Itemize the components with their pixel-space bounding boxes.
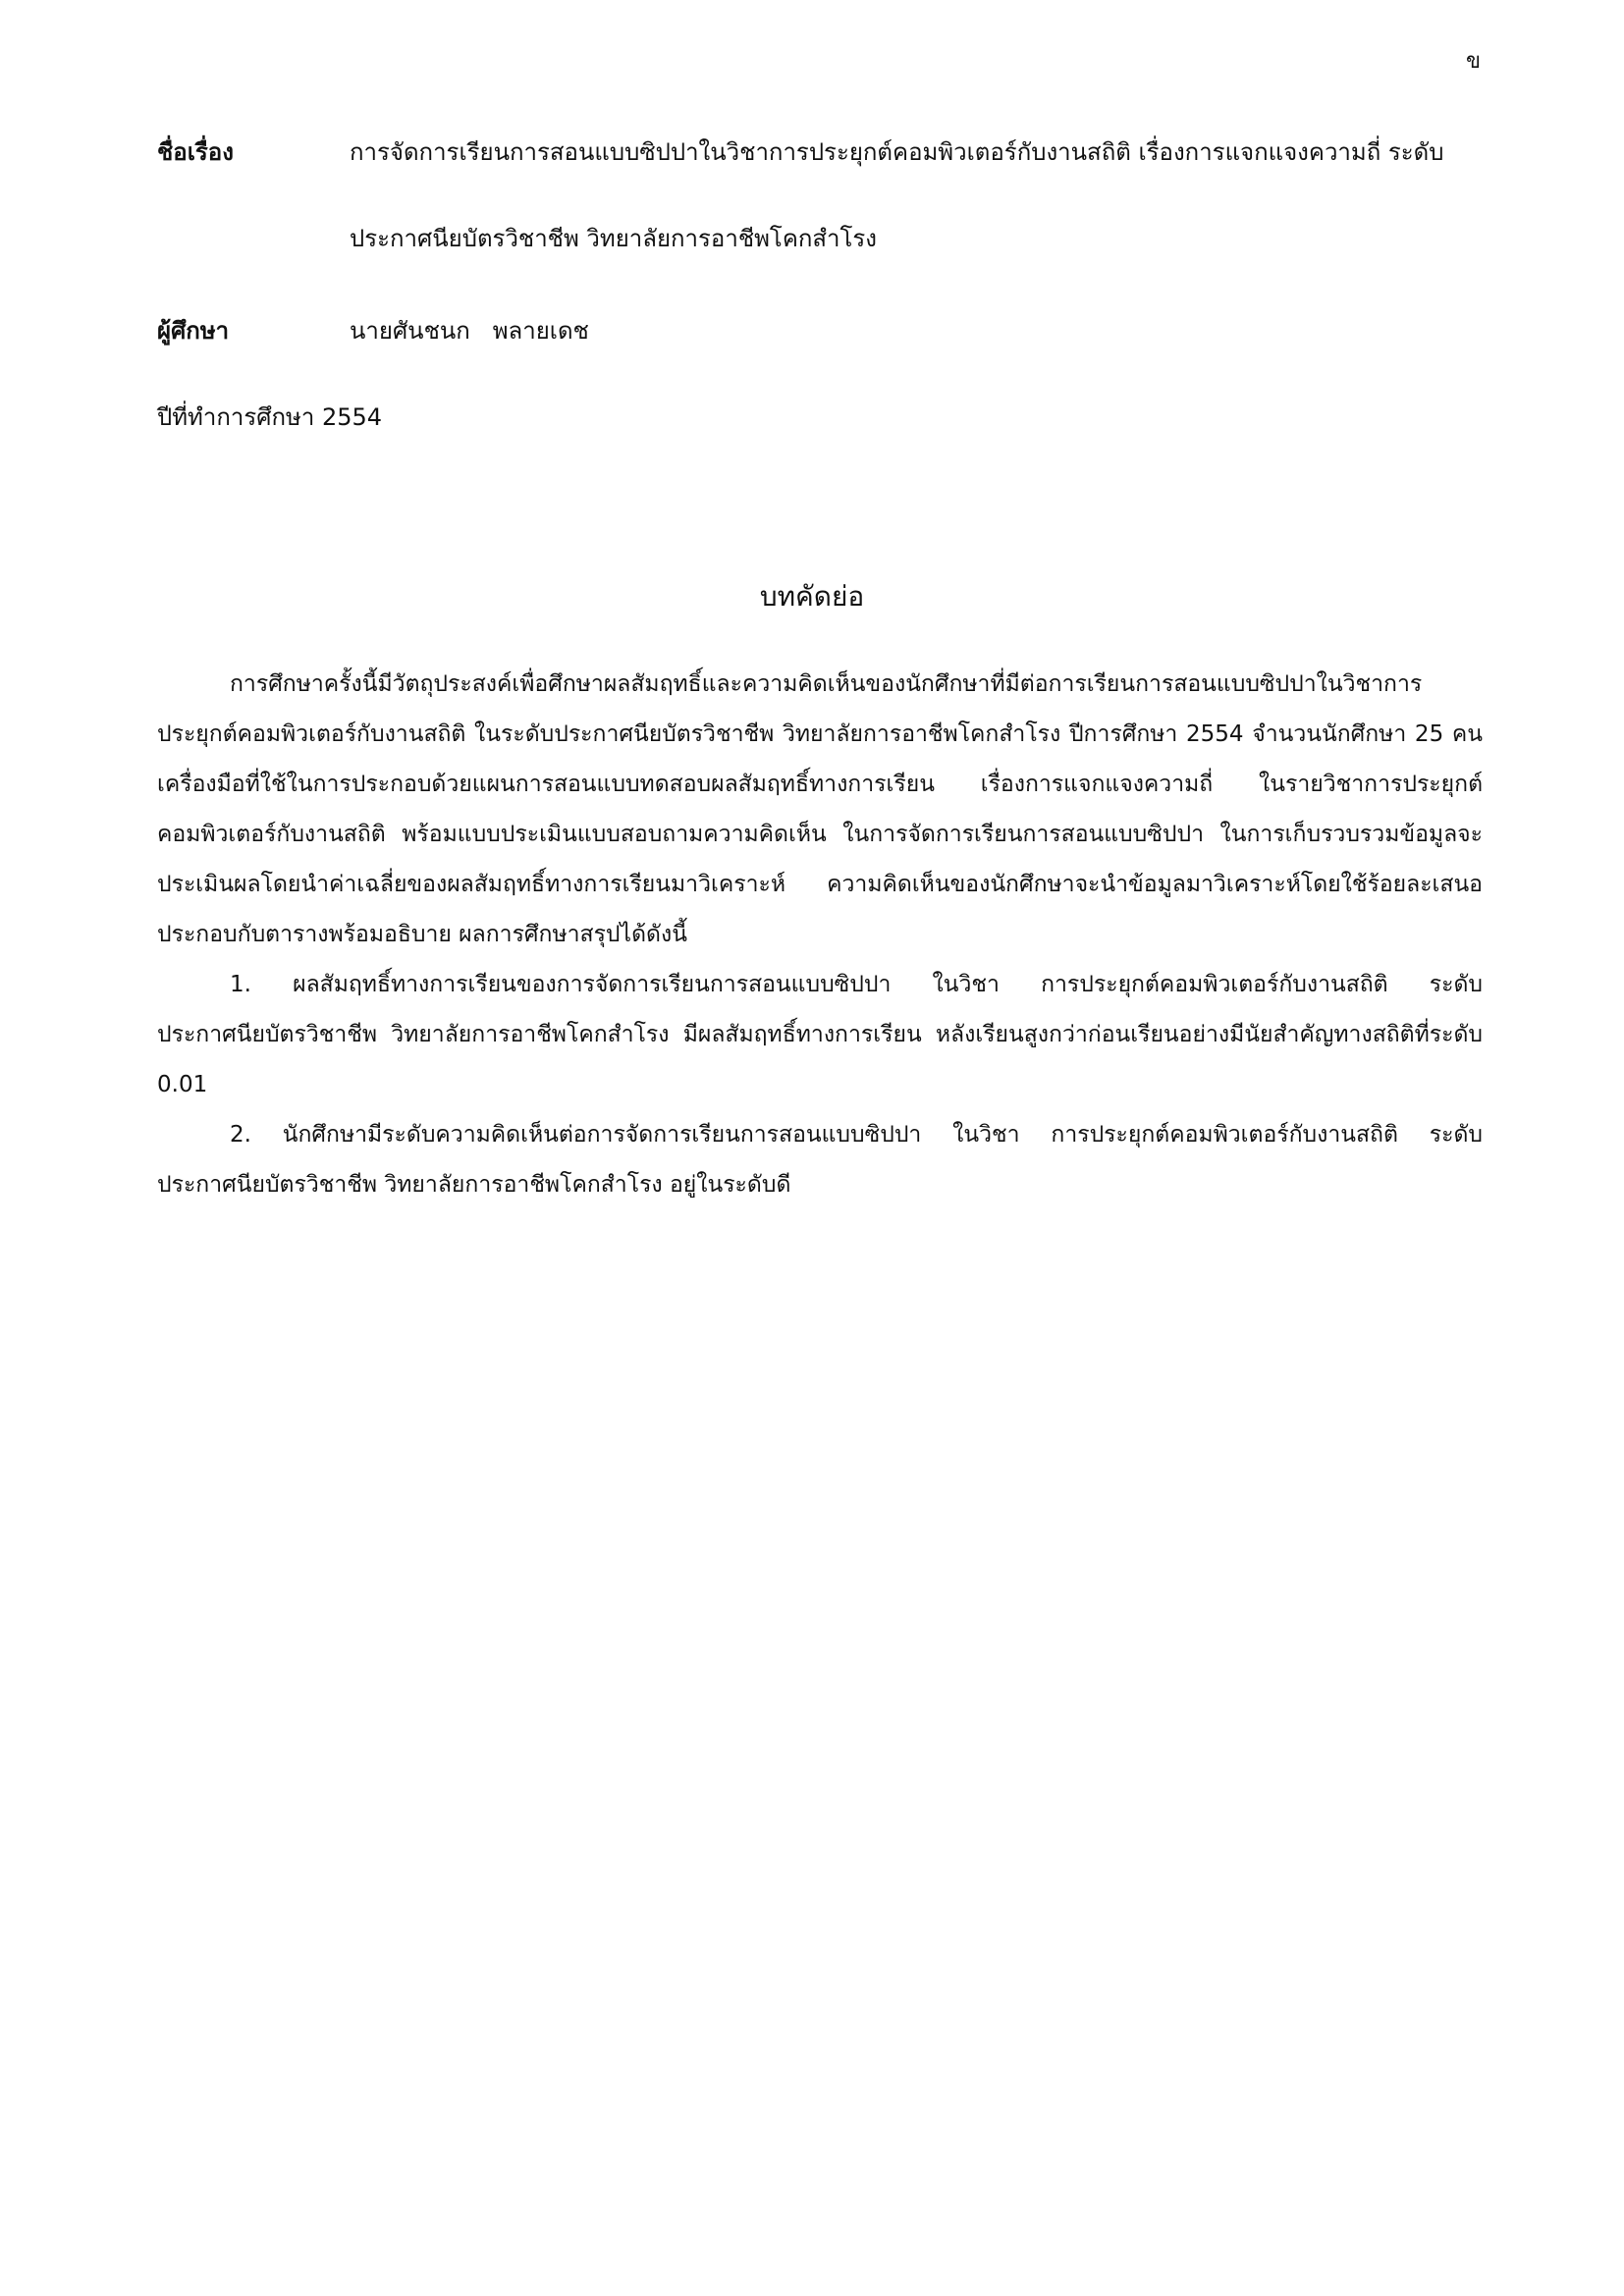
author-label: ผู้ศึกษา xyxy=(157,317,230,345)
page-number: ข xyxy=(1465,49,1481,74)
abstract-body xyxy=(157,660,1483,1210)
abstract-paragraph-result-1: 1. ผลสัมฤทธิ์ทางการเรียนของการจัดการเรียนการสอนแบบซิปปา ในวิชา การประยุกต์คอมพิวเตอร์กับงานสถิติ ระดับประกาศนียบัตรวิชาชีพ วิทยาลัยการอาชีพโคกสำโรง มีผลสัมฤทธิ์ทางการเรียน หลังเรียนสูงกว่าก่อนเรียนอย่างมีนัยสำคัญทางสถิติที่ระดับ 0.01 xyxy=(157,972,1483,1097)
title-text: การจัดการเรียนการสอนแบบซิปปาในวิชาการประยุกต์คอมพิวเตอร์กับงานสถิติ เรื่องการแจกแจงความถี่ ระดับประกาศนียบัตรวิชาชีพ วิทยาลัยการอาชีพโคกสำโรง xyxy=(350,138,1444,252)
author-name: นายศันชนก พลายเดช xyxy=(350,317,589,345)
abstract-paragraph-result-2: 2. นักศึกษามีระดับความคิดเห็นต่อการจัดการเรียนการสอนแบบซิปปา ในวิชา การประยุกต์คอมพิวเตอร์กับงานสถิติ ระดับประกาศนียบัตรวิชาชีพ วิทยาลัยการอาชีพโคกสำโรง อยู่ในระดับดี xyxy=(157,1122,1483,1198)
study-year: ปีที่ทำการศึกษา 2554 xyxy=(157,403,383,431)
abstract-paragraph-intro: การศึกษาครั้งนี้มีวัตถุประสงค์เพื่อศึกษาผลสัมฤทธิ์และความคิดเห็นของนักศึกษาที่มีต่อการเรียนการสอนแบบซิปปาในวิชาการประยุกต์คอมพิวเตอร์กับงานสถิติ ในระดับประกาศนียบัตรวิชาชีพ วิทยาลัยการอาชีพโคกสำโรง ปีการศึกษา 2554 จำนวนนักศึกษา 25 คน เครื่องมือที่ใช้ในการประกอบด้วยแผนการสอนแบบทดสอบผลสัมฤทธิ์ทางการเรียน เรื่องการแจกแจงความถี่ ในรายวิชาการประยุกต์คอมพิวเตอร์กับงานสถิติ พร้อมแบบประเมินแบบสอบถามความคิดเห็น ในการจัดการเรียนการสอนแบบซิปปา ในการเก็บรวบรวมข้อมูลจะประเมินผลโดยนำค่าเฉลี่ยของผลสัมฤทธิ์ทางการเรียนมาวิเคราะห์ ความคิดเห็นของนักศึกษาจะนำข้อมูลมาวิเคราะห์โดยใช้ร้อยละเสนอประกอบกับตารางพร้อมอธิบาย ผลการศึกษาสรุปได้ดังนี้ xyxy=(157,671,1483,947)
abstract-heading: บทคัดย่อ xyxy=(759,580,865,613)
title-label: ชื่อเรื่อง xyxy=(157,138,234,166)
